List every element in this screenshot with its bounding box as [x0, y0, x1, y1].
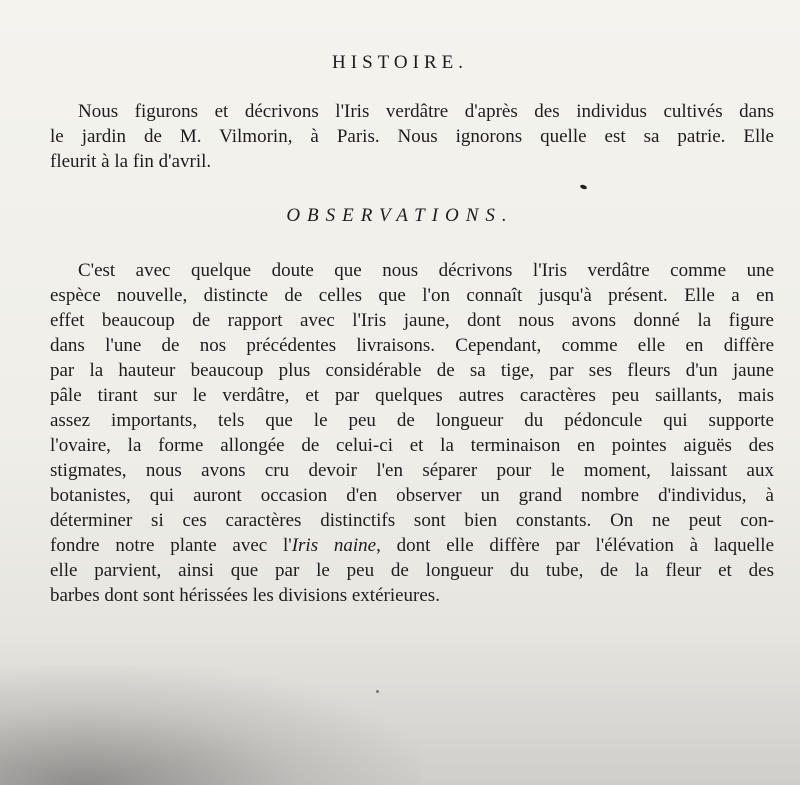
observations-line-14: barbes dont sont hérissées les divisions extérieures.	[50, 585, 440, 606]
observations-line-7: assez importants, tels que le peu de longueur du pédoncule qui supporte	[50, 410, 774, 431]
observations-line-12	[50, 533, 774, 558]
observations-paragraph	[50, 258, 774, 608]
line-12-after: , dont elle diffère par l'élévation à laquelle	[376, 535, 775, 556]
observations-line-2: espèce nouvelle, distincte de celles que l'on connaît jusqu'à présent. Elle a en	[50, 285, 774, 306]
observations-heading: OBSERVATIONS.	[286, 205, 514, 226]
observations-line-10: botanistes, qui auront occasion d'en observer un grand nombre d'individus, à	[50, 485, 774, 506]
paper-speck	[376, 690, 379, 693]
observations-line-1: C'est avec quelque doute que nous décrivons l'Iris verdâtre comme une	[78, 260, 774, 281]
histoire-heading: HISTOIRE.	[332, 52, 468, 73]
histoire-line-3: fleurit à la fin d'avril.	[50, 151, 212, 172]
observations-line-11: déterminer si ces caractères distinctifs sont bien constants. On ne peut con-	[50, 510, 774, 531]
histoire-line-2: le jardin de M. Vilmorin, à Paris. Nous ignorons quelle est sa patrie. Elle	[50, 126, 774, 147]
iris-naine-italic: Iris naine	[291, 535, 377, 556]
observations-line-8: l'ovaire, la forme allongée de celui-ci et la terminaison en pointes aiguës des	[50, 435, 774, 456]
page-shadow	[0, 665, 420, 785]
observations-line-4: dans l'une de nos précédentes livraisons. Cependant, comme elle en diffère	[50, 335, 774, 356]
histoire-line-1: Nous figurons et décrivons l'Iris verdâtre d'après des individus cultivés dans	[78, 101, 774, 122]
observations-line-3: effet beaucoup de rapport avec l'Iris jaune, dont nous avons donné la figure	[50, 310, 774, 331]
histoire-paragraph	[50, 99, 774, 174]
observations-line-9: stigmates, nous avons cru devoir l'en séparer pour le moment, laissant aux	[50, 460, 774, 481]
ink-speck	[580, 184, 588, 190]
observations-line-5: par la hauteur beaucoup plus considérable de sa tige, par ses fleurs d'un jaune	[50, 360, 774, 381]
observations-line-6: pâle tirant sur le verdâtre, et par quelques autres caractères peu saillants, mais	[50, 385, 774, 406]
line-12-before: fondre notre plante avec l'	[50, 535, 292, 556]
observations-line-13: elle parvient, ainsi que par le peu de longueur du tube, de la fleur et des	[50, 560, 774, 581]
